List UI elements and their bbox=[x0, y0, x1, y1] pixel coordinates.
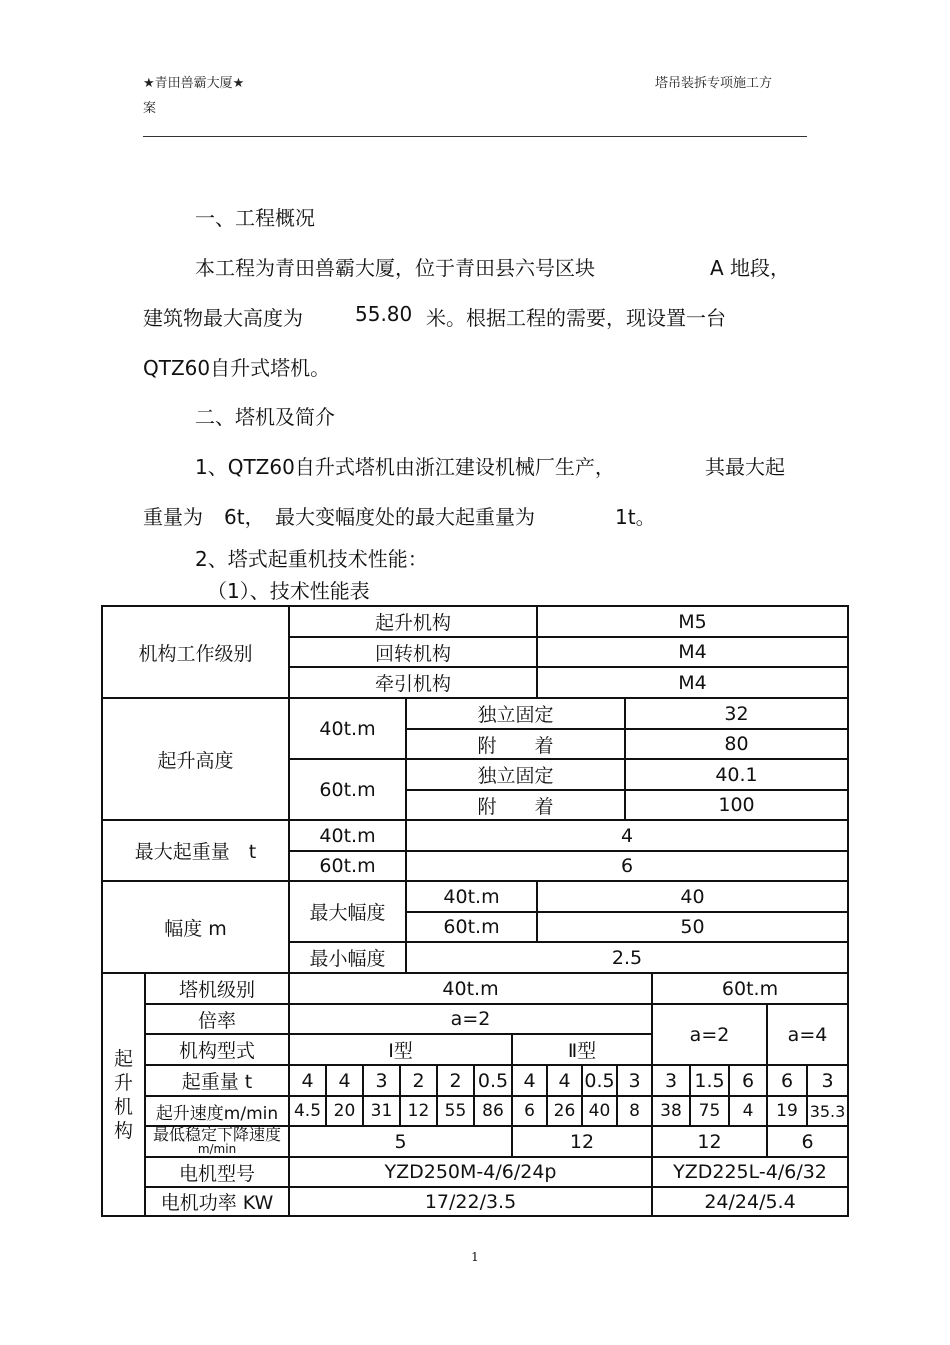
hoist-speed-cell: 35.3 bbox=[808, 1097, 849, 1127]
hoist-load-cell: 4 bbox=[290, 1066, 327, 1097]
hoist-load-cell: 4 bbox=[548, 1066, 583, 1097]
hoist-load-cell: 0.5 bbox=[475, 1066, 513, 1097]
hoist-speed-cell: 12 bbox=[401, 1097, 438, 1127]
hoist-speed-cell: 6 bbox=[513, 1097, 548, 1127]
paragraph-2-text-end: 米。根据工程的需要，现设置一台 bbox=[426, 306, 726, 330]
hoist-label-char: 机 bbox=[113, 1095, 133, 1118]
hoist-motor-label: 电机型号 bbox=[146, 1158, 290, 1188]
hoist-type-1: Ⅰ型 bbox=[290, 1035, 513, 1066]
lift-height-mode: 附 着 bbox=[407, 791, 626, 821]
work-class-name: 起升机构 bbox=[290, 607, 538, 638]
hoist-class-b: 60t.m bbox=[653, 974, 849, 1005]
max-load-class: 40t.m bbox=[290, 821, 407, 852]
hoist-min-speed-cell: 6 bbox=[768, 1127, 849, 1158]
radius-class: 40t.m bbox=[407, 882, 538, 913]
hoist-load-cell: 3 bbox=[653, 1066, 691, 1097]
lift-height-class: 40t.m bbox=[290, 699, 407, 760]
hoist-min-speed-cell: 12 bbox=[653, 1127, 768, 1158]
paragraph-2-text: 建筑物最大高度为 bbox=[143, 306, 303, 330]
paragraph-2-height: 55.80 bbox=[355, 302, 413, 326]
hoist-min-speed-cell: 12 bbox=[513, 1127, 653, 1158]
hoist-ratio-label: 倍率 bbox=[146, 1005, 290, 1035]
hoist-load-cell: 4 bbox=[327, 1066, 364, 1097]
work-class-value: M5 bbox=[538, 607, 849, 638]
hoist-speed-cell: 8 bbox=[618, 1097, 653, 1127]
paragraph-5-min-load: 1t。 bbox=[615, 505, 656, 529]
row-label-radius: 幅度 m bbox=[103, 882, 290, 974]
header-title-left-wrap: 案 bbox=[143, 101, 157, 116]
paragraph-5-text: 重量为 bbox=[143, 505, 203, 529]
page-number: 1 bbox=[471, 1250, 479, 1264]
hoist-ratio-a: a=2 bbox=[290, 1005, 653, 1035]
hoist-speed-cell: 75 bbox=[691, 1097, 730, 1127]
hoist-speed-label: 起升速度m/min bbox=[146, 1097, 290, 1127]
radius-min-label: 最小幅度 bbox=[290, 943, 407, 974]
radius-class: 60t.m bbox=[407, 913, 538, 943]
work-class-value: M4 bbox=[538, 638, 849, 668]
radius-value: 40 bbox=[538, 882, 849, 913]
section-title-overview: 一、工程概况 bbox=[195, 206, 315, 230]
hoist-power-a: 17/22/3.5 bbox=[290, 1188, 653, 1217]
hoist-speed-cell: 20 bbox=[327, 1097, 364, 1127]
performance-table bbox=[101, 605, 849, 1217]
paragraph-4-text-end: 其最大起 bbox=[705, 455, 785, 479]
hoist-speed-cell: 40 bbox=[583, 1097, 618, 1127]
paragraph-1-text: 本工程为青田兽霸大厦，位于青田县六号区块 bbox=[195, 256, 595, 280]
hoist-min-speed-cell: 5 bbox=[290, 1127, 513, 1158]
paragraph-5-text-mid: 最大变幅度处的最大起重量为 bbox=[275, 505, 535, 529]
max-load-value: 4 bbox=[407, 821, 849, 852]
hoist-label-char: 升 bbox=[113, 1071, 133, 1094]
header-title-left: ★青田兽霸大厦★ bbox=[143, 76, 245, 91]
radius-min-value: 2.5 bbox=[407, 943, 849, 974]
hoist-power-b: 24/24/5.4 bbox=[653, 1188, 849, 1217]
hoist-motor-a: YZD250M-4/6/24p bbox=[290, 1158, 653, 1188]
hoist-speed-cell: 31 bbox=[364, 1097, 401, 1127]
hoist-load-label: 起重量 t bbox=[146, 1066, 290, 1097]
row-label-lift-height: 起升高度 bbox=[103, 699, 290, 821]
hoist-class-a: 40t.m bbox=[290, 974, 653, 1005]
hoist-load-cell: 2 bbox=[438, 1066, 475, 1097]
max-load-class: 60t.m bbox=[290, 852, 407, 882]
paragraph-1-text-end: A 地段， bbox=[710, 256, 791, 280]
hoist-speed-cell: 55 bbox=[438, 1097, 475, 1127]
paragraph-4-text: 1、QTZ60自升式塔机由浙江建设机械厂生产， bbox=[195, 455, 615, 479]
lift-height-value: 32 bbox=[626, 699, 849, 730]
header-title-right: 塔吊装拆专项施工方 bbox=[655, 76, 773, 91]
hoist-speed-cell: 86 bbox=[475, 1097, 513, 1127]
hoist-min-speed-text: 最低稳定下降速度 bbox=[152, 1124, 281, 1144]
work-class-name: 牵引机构 bbox=[290, 668, 538, 699]
hoist-min-speed-label bbox=[146, 1124, 290, 1158]
hoist-speed-cell: 19 bbox=[768, 1097, 808, 1127]
work-class-name: 回转机构 bbox=[290, 638, 538, 668]
hoist-label-char: 构 bbox=[113, 1119, 133, 1142]
hoist-load-cell: 0.5 bbox=[583, 1066, 618, 1097]
hoist-type-label: 机构型式 bbox=[146, 1035, 290, 1066]
hoist-min-speed-unit: m/min bbox=[197, 1141, 237, 1156]
hoist-load-cell: 6 bbox=[768, 1066, 808, 1097]
hoist-power-label: 电机功率 KW bbox=[146, 1188, 290, 1217]
work-class-value: M4 bbox=[538, 668, 849, 699]
hoist-load-cell: 3 bbox=[364, 1066, 401, 1097]
lift-height-value: 100 bbox=[626, 791, 849, 821]
hoist-speed-cell: 38 bbox=[653, 1097, 691, 1127]
row-label-work-class: 机构工作级别 bbox=[103, 607, 290, 699]
hoist-type-2: Ⅱ型 bbox=[513, 1035, 653, 1066]
lift-height-class: 60t.m bbox=[290, 760, 407, 821]
hoist-load-cell: 2 bbox=[401, 1066, 438, 1097]
row-label-max-load: 最大起重量 t bbox=[103, 821, 290, 882]
subsection-title-performance: 2、塔式起重机技术性能： bbox=[195, 547, 428, 571]
paragraph-5-max-load: 6t， bbox=[224, 505, 265, 529]
table-caption: （1）、技术性能表 bbox=[207, 579, 370, 603]
paragraph-3-text: QTZ60自升式塔机。 bbox=[143, 356, 331, 380]
hoist-speed-cell: 4 bbox=[730, 1097, 768, 1127]
header-divider bbox=[143, 136, 807, 137]
section-title-crane: 二、塔机及简介 bbox=[195, 405, 335, 429]
lift-height-mode: 独立固定 bbox=[407, 699, 626, 730]
hoist-load-cell: 1.5 bbox=[691, 1066, 730, 1097]
hoist-load-cell: 6 bbox=[730, 1066, 768, 1097]
lift-height-value: 80 bbox=[626, 730, 849, 760]
hoist-load-cell: 3 bbox=[618, 1066, 653, 1097]
hoist-motor-b: YZD225L-4/6/32 bbox=[653, 1158, 849, 1188]
hoist-speed-cell: 26 bbox=[548, 1097, 583, 1127]
lift-height-mode: 附 着 bbox=[407, 730, 626, 760]
hoist-load-cell: 4 bbox=[513, 1066, 548, 1097]
hoist-load-cell: 3 bbox=[808, 1066, 849, 1097]
hoist-class-label: 塔机级别 bbox=[146, 974, 290, 1005]
hoist-ratio-b1: a=2 bbox=[653, 1005, 768, 1066]
lift-height-value: 40.1 bbox=[626, 760, 849, 791]
lift-height-mode: 独立固定 bbox=[407, 760, 626, 791]
row-label-hoist bbox=[103, 974, 146, 1217]
radius-max-label: 最大幅度 bbox=[290, 882, 407, 943]
hoist-ratio-b2: a=4 bbox=[768, 1005, 849, 1066]
hoist-speed-cell: 4.5 bbox=[290, 1097, 327, 1127]
max-load-value: 6 bbox=[407, 852, 849, 882]
radius-value: 50 bbox=[538, 913, 849, 943]
hoist-label-char: 起 bbox=[113, 1047, 133, 1070]
